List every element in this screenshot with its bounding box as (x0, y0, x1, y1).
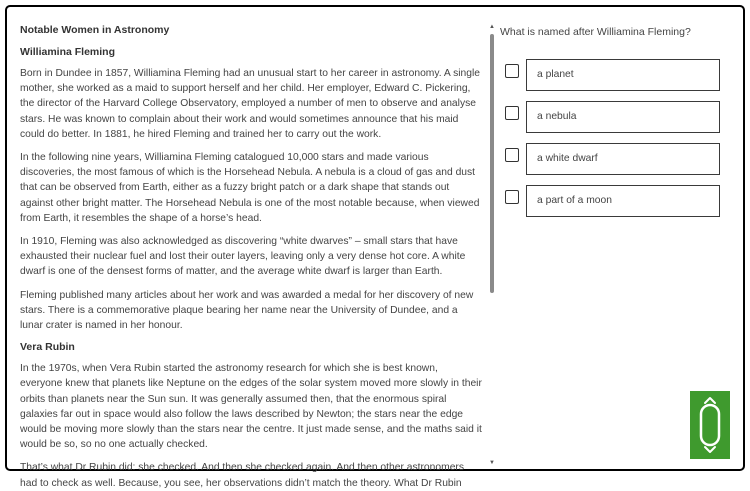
answer-option[interactable] (505, 143, 725, 175)
option-checkbox[interactable] (505, 190, 519, 204)
answer-option[interactable] (505, 59, 725, 91)
option-label[interactable]: a nebula (526, 101, 720, 133)
answer-option[interactable] (505, 101, 725, 133)
section-heading: Vera Rubin (20, 341, 75, 354)
paragraph: Born in Dundee in 1857, Williamina Fleming had an unusual start to her career in astronomy. A single mother, she worked as a maid to support herself and her child. Her employer, Edward C. Pickering, the director of the Harvard College Observatory, employed a number of men to observe and analyse stars. He was known to complain about their work and would sometimes announce that his maid could do better. In 1881, he hired Fleming and trained her to carry out the work. (20, 68, 480, 140)
option-checkbox[interactable] (505, 106, 519, 120)
option-label[interactable]: a white dwarf (526, 143, 720, 175)
scrollbar-thumb[interactable] (490, 34, 494, 293)
passage-title: Notable Women in Astronomy (20, 24, 170, 36)
question-text: What is named after Williamina Fleming? (500, 26, 691, 38)
triangle-down-icon[interactable]: ▼ (489, 460, 495, 466)
reading-passage (20, 24, 482, 489)
section-rubin (20, 341, 482, 491)
paragraph: In the 1970s, when Vera Rubin started the astronomy research for which she is best known, everyone knew that planets like Neptune on the edges of the solar system moved more slowly in their orbits than planets near the Sun sun. It was generally assumed then, that the enormous spiral galaxies far out in space would also follow the laws described by Newton; the stars near the edge would be moving more slowly than the stars near the centre. It just made sense, and the maths said it would be so, so no one actually checked. (20, 363, 482, 451)
option-label[interactable]: a part of a moon (526, 185, 720, 217)
paragraph: Fleming published many articles about her work and was awarded a medal for her discovery of new stars. There is a commemorative plaque bearing her name near the University of Dundee, and a lunar crater is named in her honour. (20, 289, 474, 332)
answer-option[interactable] (505, 185, 725, 217)
option-checkbox[interactable] (505, 64, 519, 78)
scroll-nav-widget[interactable] (690, 391, 730, 459)
option-label[interactable]: a planet (526, 59, 720, 91)
paragraph: In the following nine years, Williamina Fleming catalogued 10,000 stars and made various discoveries, the most famous of which is the Horsehead Nebula. A nebula is a cloud of gas and dust that can be observed from Earth, either as a fuzzy bright patch or a dark shape that stands out against other bright matter. The Horsehead Nebula is one of the most notable because, when viewed from Earth, it resembles the shape of a horse’s head. (20, 152, 480, 224)
option-checkbox[interactable] (505, 148, 519, 162)
paragraph: That’s what Dr Rubin did: she checked. And then she checked again. And then other astronomers had to check as well. Because, you see, her observations didn’t match the theory. What Dr Rubin (20, 462, 464, 489)
triangle-up-icon[interactable]: ▲ (489, 24, 495, 30)
paragraph: In 1910, Fleming was also acknowledged as discovering “white dwarves” – small stars that have exhausted their nuclear fuel and lost their outer layers, leaving only a very dense hot core. A white dwarf is one of the densest forms of matter, and the average white dwarf is larger than Earth. (20, 236, 466, 278)
section-fleming (20, 46, 482, 333)
scroll-up-down-icon[interactable] (690, 391, 730, 459)
section-heading: Williamina Fleming (20, 46, 116, 58)
passage-scrollbar[interactable] (490, 22, 494, 464)
activity-frame (5, 5, 745, 489)
